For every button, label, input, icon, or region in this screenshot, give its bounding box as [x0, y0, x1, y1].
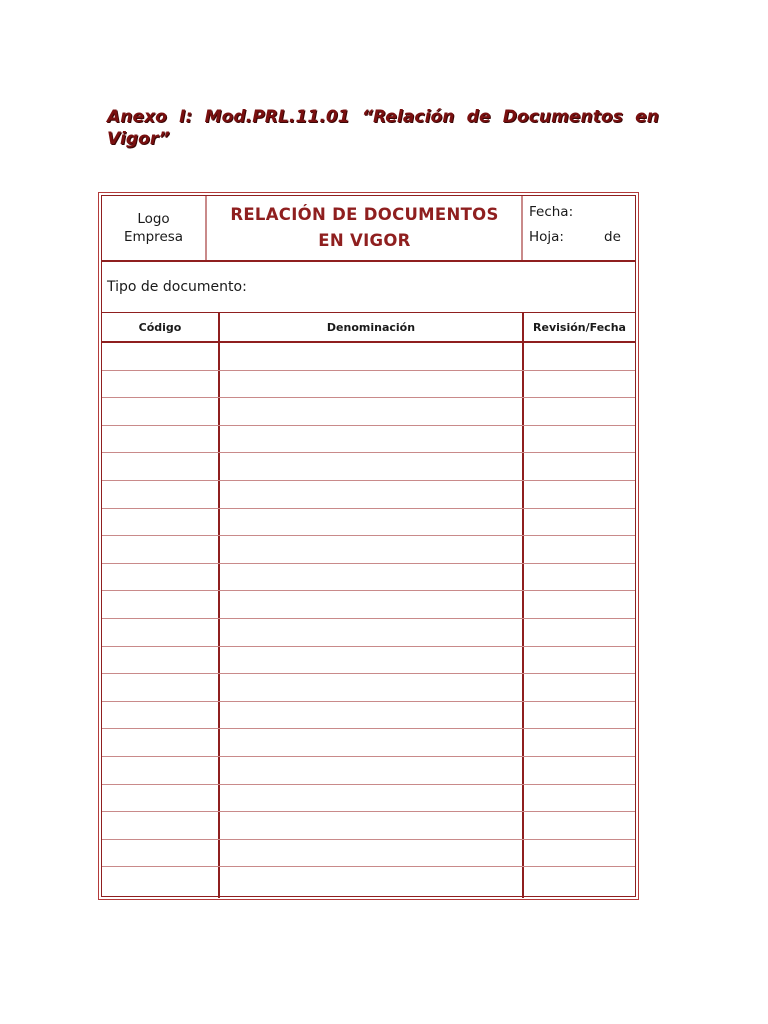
document-type-row[interactable]	[102, 262, 635, 313]
form-title	[208, 196, 523, 260]
table-header-row	[102, 313, 635, 343]
revision-fecha-cell[interactable]	[524, 453, 635, 480]
denominacion-cell[interactable]	[220, 481, 522, 508]
table-row	[102, 481, 635, 509]
codigo-cell[interactable]	[102, 453, 218, 480]
codigo-cell[interactable]	[102, 702, 218, 729]
hoja-de-label: de	[604, 229, 621, 245]
denominacion-cell[interactable]	[220, 812, 522, 839]
revision-fecha-cell[interactable]	[524, 619, 635, 646]
revision-fecha-cell[interactable]	[524, 840, 635, 867]
denominacion-cell[interactable]	[220, 785, 522, 812]
document-register-form	[101, 195, 636, 897]
table-row	[102, 398, 635, 426]
revision-fecha-cell[interactable]	[524, 702, 635, 729]
hoja-field-label[interactable]: Hoja:	[529, 229, 564, 245]
revision-fecha-cell[interactable]	[524, 426, 635, 453]
denominacion-cell[interactable]	[220, 371, 522, 398]
codigo-cell[interactable]	[102, 619, 218, 646]
revision-fecha-cell[interactable]	[524, 757, 635, 784]
denominacion-cell[interactable]	[220, 591, 522, 618]
table-row	[102, 867, 635, 895]
form-title-line1: RELACIÓN DE DOCUMENTOS	[230, 205, 499, 224]
revision-fecha-cell[interactable]	[524, 674, 635, 701]
revision-fecha-cell[interactable]	[524, 812, 635, 839]
table-row	[102, 757, 635, 785]
table-row	[102, 591, 635, 619]
denominacion-cell[interactable]	[220, 757, 522, 784]
table-row	[102, 426, 635, 454]
denominacion-cell[interactable]	[220, 647, 522, 674]
codigo-cell[interactable]	[102, 840, 218, 867]
table-row	[102, 785, 635, 813]
codigo-cell[interactable]	[102, 481, 218, 508]
codigo-cell[interactable]	[102, 757, 218, 784]
codigo-cell[interactable]	[102, 812, 218, 839]
revision-fecha-cell[interactable]	[524, 481, 635, 508]
revision-fecha-cell[interactable]	[524, 647, 635, 674]
table-row	[102, 674, 635, 702]
codigo-cell[interactable]	[102, 426, 218, 453]
form-header-row	[102, 196, 635, 262]
codigo-cell[interactable]	[102, 509, 218, 536]
denominacion-cell[interactable]	[220, 564, 522, 591]
documents-table	[102, 313, 635, 896]
revision-fecha-cell[interactable]	[524, 785, 635, 812]
column-header-denominacion: Denominación	[326, 320, 416, 334]
column-header-codigo: Código	[138, 320, 182, 334]
codigo-cell[interactable]	[102, 343, 218, 370]
denominacion-cell[interactable]	[220, 729, 522, 756]
revision-fecha-cell[interactable]	[524, 564, 635, 591]
table-row	[102, 812, 635, 840]
denominacion-cell[interactable]	[220, 453, 522, 480]
table-row	[102, 343, 635, 371]
denominacion-cell[interactable]	[220, 619, 522, 646]
revision-fecha-cell[interactable]	[524, 536, 635, 563]
codigo-cell[interactable]	[102, 785, 218, 812]
table-body	[102, 343, 635, 895]
revision-fecha-cell[interactable]	[524, 867, 635, 895]
denominacion-cell[interactable]	[220, 536, 522, 563]
table-row	[102, 619, 635, 647]
codigo-cell[interactable]	[102, 371, 218, 398]
codigo-cell[interactable]	[102, 867, 218, 895]
denominacion-cell[interactable]	[220, 702, 522, 729]
codigo-cell[interactable]	[102, 674, 218, 701]
table-row	[102, 647, 635, 675]
codigo-cell[interactable]	[102, 536, 218, 563]
revision-fecha-cell[interactable]	[524, 509, 635, 536]
codigo-cell[interactable]	[102, 729, 218, 756]
revision-fecha-cell[interactable]	[524, 729, 635, 756]
denominacion-cell[interactable]	[220, 840, 522, 867]
table-row	[102, 564, 635, 592]
denominacion-cell[interactable]	[220, 343, 522, 370]
codigo-cell[interactable]	[102, 647, 218, 674]
logo-placeholder	[102, 196, 207, 260]
revision-fecha-cell[interactable]	[524, 591, 635, 618]
table-row	[102, 371, 635, 399]
codigo-cell[interactable]	[102, 591, 218, 618]
table-row	[102, 509, 635, 537]
logo-label-line1: Logo	[137, 211, 170, 227]
table-row	[102, 840, 635, 868]
logo-label-line2: Empresa	[123, 229, 184, 245]
codigo-cell[interactable]	[102, 564, 218, 591]
table-row	[102, 453, 635, 481]
revision-fecha-cell[interactable]	[524, 371, 635, 398]
column-header-revision-fecha: Revisión/Fecha	[533, 320, 626, 334]
table-row	[102, 536, 635, 564]
document-type-label: Tipo de documento:	[107, 279, 247, 295]
document-heading: Anexo I: Mod.PRL.11.01 “Relación de Documentos en Vigor”	[107, 107, 659, 149]
fecha-field-label[interactable]: Fecha:	[529, 204, 574, 220]
codigo-cell[interactable]	[102, 398, 218, 425]
denominacion-cell[interactable]	[220, 509, 522, 536]
table-row	[102, 729, 635, 757]
form-meta	[524, 196, 635, 260]
revision-fecha-cell[interactable]	[524, 343, 635, 370]
table-row	[102, 702, 635, 730]
denominacion-cell[interactable]	[220, 426, 522, 453]
form-title-line2: EN VIGOR	[318, 231, 411, 250]
revision-fecha-cell[interactable]	[524, 398, 635, 425]
denominacion-cell[interactable]	[220, 867, 522, 895]
denominacion-cell[interactable]	[220, 674, 522, 701]
denominacion-cell[interactable]	[220, 398, 522, 425]
